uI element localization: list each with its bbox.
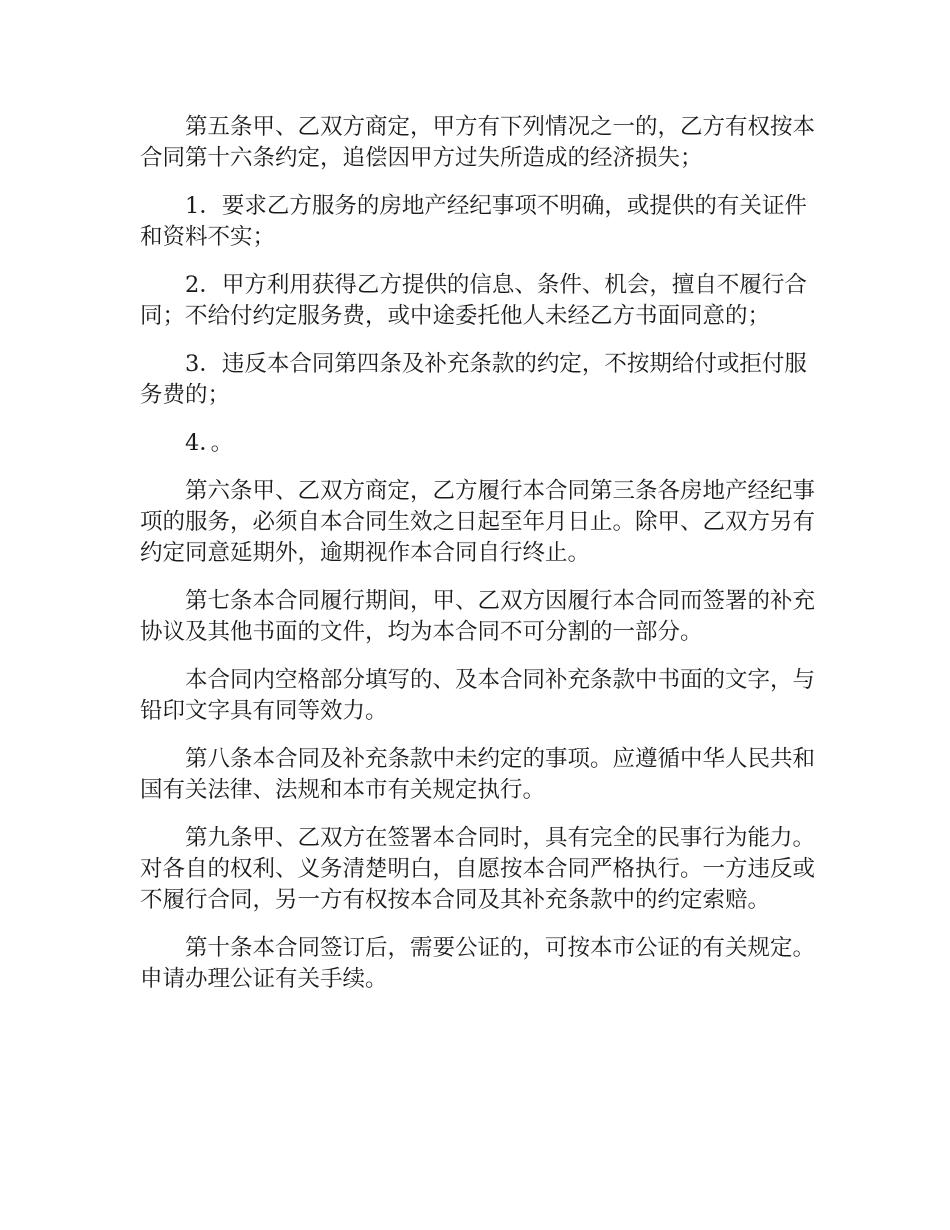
paragraph-blank-fill-clause: 本合同内空格部分填写的、及本合同补充条款中书面的文字，与铅印文字具有同等效力。 [140,667,816,724]
paragraph-article-7: 第七条本合同履行期间，甲、乙双方因履行本合同而签署的补充协议及其他书面的文件，均为本合同不可分割的一部分。 [140,588,816,645]
paragraph-item-3: 3．违反本合同第四条及补充条款的约定，不按期给付或拒付服务费的； [140,351,807,408]
paragraph-article-6: 第六条甲、乙双方商定，乙方履行本合同第三条各房地产经纪事项的服务，必须自本合同生效之日起至年月日止。除甲、乙双方另有约定同意延期外，逾期视作本合同自行终止。 [140,478,816,566]
paragraph-item-2: 2．甲方利用获得乙方提供的信息、条件、机会，擅自不履行合同；不给付约定服务费，或中途委托他人未经乙方书面同意的； [140,272,807,329]
paragraph-item-4: 4．。 [185,430,234,456]
paragraph-article-5: 第五条甲、乙双方商定，甲方有下列情况之一的，乙方有权按本合同第十六条约定，追偿因甲方过失所造成的经济损失； [140,114,816,171]
paragraph-article-10: 第十条本合同签订后，需要公证的，可按本市公证的有关规定。申请办理公证有关手续。 [140,935,816,992]
document-body [140,112,820,1012]
paragraph-article-9: 第九条甲、乙双方在签署本合同时，具有完全的民事行为能力。对各自的权利、义务清楚明白，自愿按本合同严格执行。一方违反或不履行合同，另一方有权按本合同及其补充条款中的约定索赔。 [140,825,816,913]
paragraph-item-1: 1．要求乙方服务的房地产经纪事项不明确，或提供的有关证件和资料不实； [140,193,807,250]
paragraph-article-8: 第八条本合同及补充条款中未约定的事项。应遵循中华人民共和国有关法律、法规和本市有关规定执行。 [140,746,816,803]
